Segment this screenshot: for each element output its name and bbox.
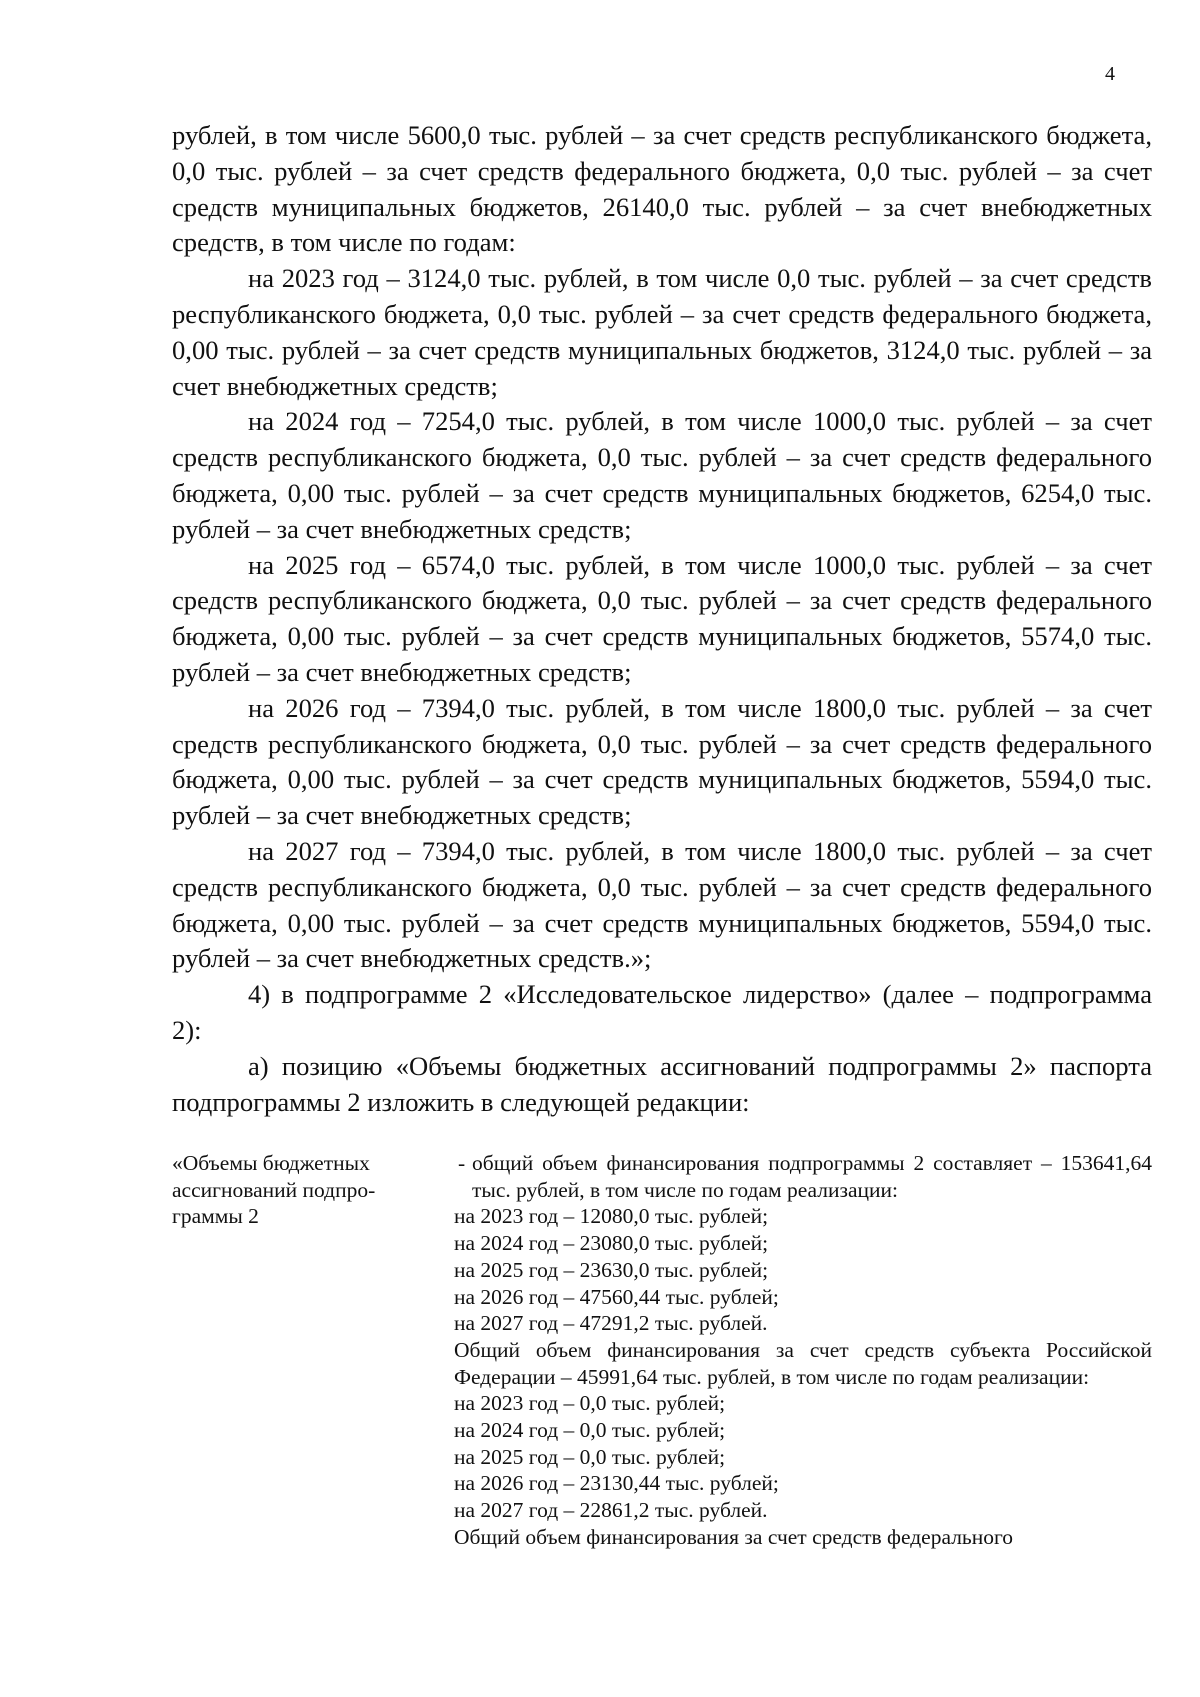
paragraph-year-2027: на 2027 год – 7394,0 тыс. рублей, в том числе 1800,0 тыс. рублей – за счет средств республиканского бюджета, 0,0 тыс. рублей – за счет средств федерального бюджета, 0,00 тыс. рублей – за счет средств муниципальных бюджетов, 5594,0 тыс. рублей – за счет внебюджетных средств.»; xyxy=(172,835,1152,974)
paragraph-year-2023: на 2023 год – 3124,0 тыс. рублей, в том числе 0,0 тыс. рублей – за счет средств республиканского бюджета, 0,0 тыс. рублей – за счет средств федерального бюджета, 0,00 тыс. рублей – за счет средств муниципальных бюджетов, 3124,0 тыс. рублей – за счет внебюджетных средств; xyxy=(172,263,1152,401)
total-financing-text: общий объем финансирования подпрограммы 2 составляет – 153641,64 тыс. рублей, в том числе по годам реализации: xyxy=(472,1151,1152,1202)
table-value-cell xyxy=(454,1150,1152,1551)
year-subject-line: на 2024 год – 0,0 тыс. рублей; xyxy=(454,1418,726,1443)
subject-financing-text: Общий объем финансирования за счет средств субъекта Российской Федерации – 45991,64 тыс. рублей, в том числе по годам реализации: xyxy=(454,1337,1152,1389)
paragraph-year-2024: на 2024 год – 7254,0 тыс. рублей, в том числе 1000,0 тыс. рублей – за счет средств республиканского бюджета, 0,0 тыс. рублей – за счет средств федерального бюджета, 0,00 тыс. рублей – за счет средств муниципальных бюджетов, 6254,0 тыс. рублей – за счет внебюджетных средств; xyxy=(172,406,1152,544)
document-body xyxy=(172,118,1152,1120)
year-total-line: на 2024 год – 23080,0 тыс. рублей; xyxy=(454,1231,769,1256)
year-subject-line: на 2027 год – 22861,2 тыс. рублей. xyxy=(454,1498,768,1523)
year-total-line: на 2025 год – 23630,0 тыс. рублей; xyxy=(454,1257,769,1282)
page-number: 4 xyxy=(1105,63,1115,85)
table-label-cell xyxy=(172,1150,432,1230)
year-total-line: на 2026 год – 47560,44 тыс. рублей; xyxy=(454,1284,779,1309)
year-total-line: на 2023 год – 12080,0 тыс. рублей; xyxy=(454,1204,769,1229)
federal-financing-text: Общий объем финансирования за счет средств федерального xyxy=(454,1524,1014,1549)
year-total-line: на 2027 год – 47291,2 тыс. рублей. xyxy=(454,1311,768,1336)
paragraph-continuation: рублей, в том числе 5600,0 тыс. рублей – за счет средств республиканского бюджета, 0,0 тыс. рублей – за счет средств федерального бюджета, 0,0 тыс. рублей – за счет средств муниципальных бюджетов, 26140,0 тыс. рублей – за счет внебюджетных средств, в том числе по годам: xyxy=(172,120,1152,258)
paragraph-year-2025: на 2025 год – 6574,0 тыс. рублей, в том числе 1000,0 тыс. рублей – за счет средств республиканского бюджета, 0,0 тыс. рублей – за счет средств федерального бюджета, 0,00 тыс. рублей – за счет средств муниципальных бюджетов, 5574,0 тыс. рублей – за счет внебюджетных средств; xyxy=(172,549,1152,687)
year-subject-line: на 2026 год – 23130,44 тыс. рублей; xyxy=(454,1471,779,1496)
table-label-line: граммы 2 xyxy=(172,1204,259,1229)
table-label-line: «Объемы бюджетных xyxy=(172,1151,370,1175)
year-subject-line: на 2023 год – 0,0 тыс. рублей; xyxy=(454,1391,726,1416)
paragraph-position-edit: а) позицию «Объемы бюджетных ассигнований подпрограммы 2» паспорта подпрограммы 2 изложить в следующей редакции: xyxy=(172,1050,1152,1117)
year-subject-line: на 2025 год – 0,0 тыс. рублей; xyxy=(454,1444,726,1469)
table-dash: - xyxy=(458,1151,466,1175)
paragraph-year-2026: на 2026 год – 7394,0 тыс. рублей, в том числе 1800,0 тыс. рублей – за счет средств республиканского бюджета, 0,0 тыс. рублей – за счет средств федерального бюджета, 0,00 тыс. рублей – за счет средств муниципальных бюджетов, 5594,0 тыс. рублей – за счет внебюджетных средств; xyxy=(172,692,1152,831)
table-label-line: ассигнований подпро- xyxy=(172,1177,376,1202)
paragraph-subprogram-2: 4) в подпрограмме 2 «Исследовательское лидерство» (далее – подпрограмма 2): xyxy=(172,979,1152,1045)
